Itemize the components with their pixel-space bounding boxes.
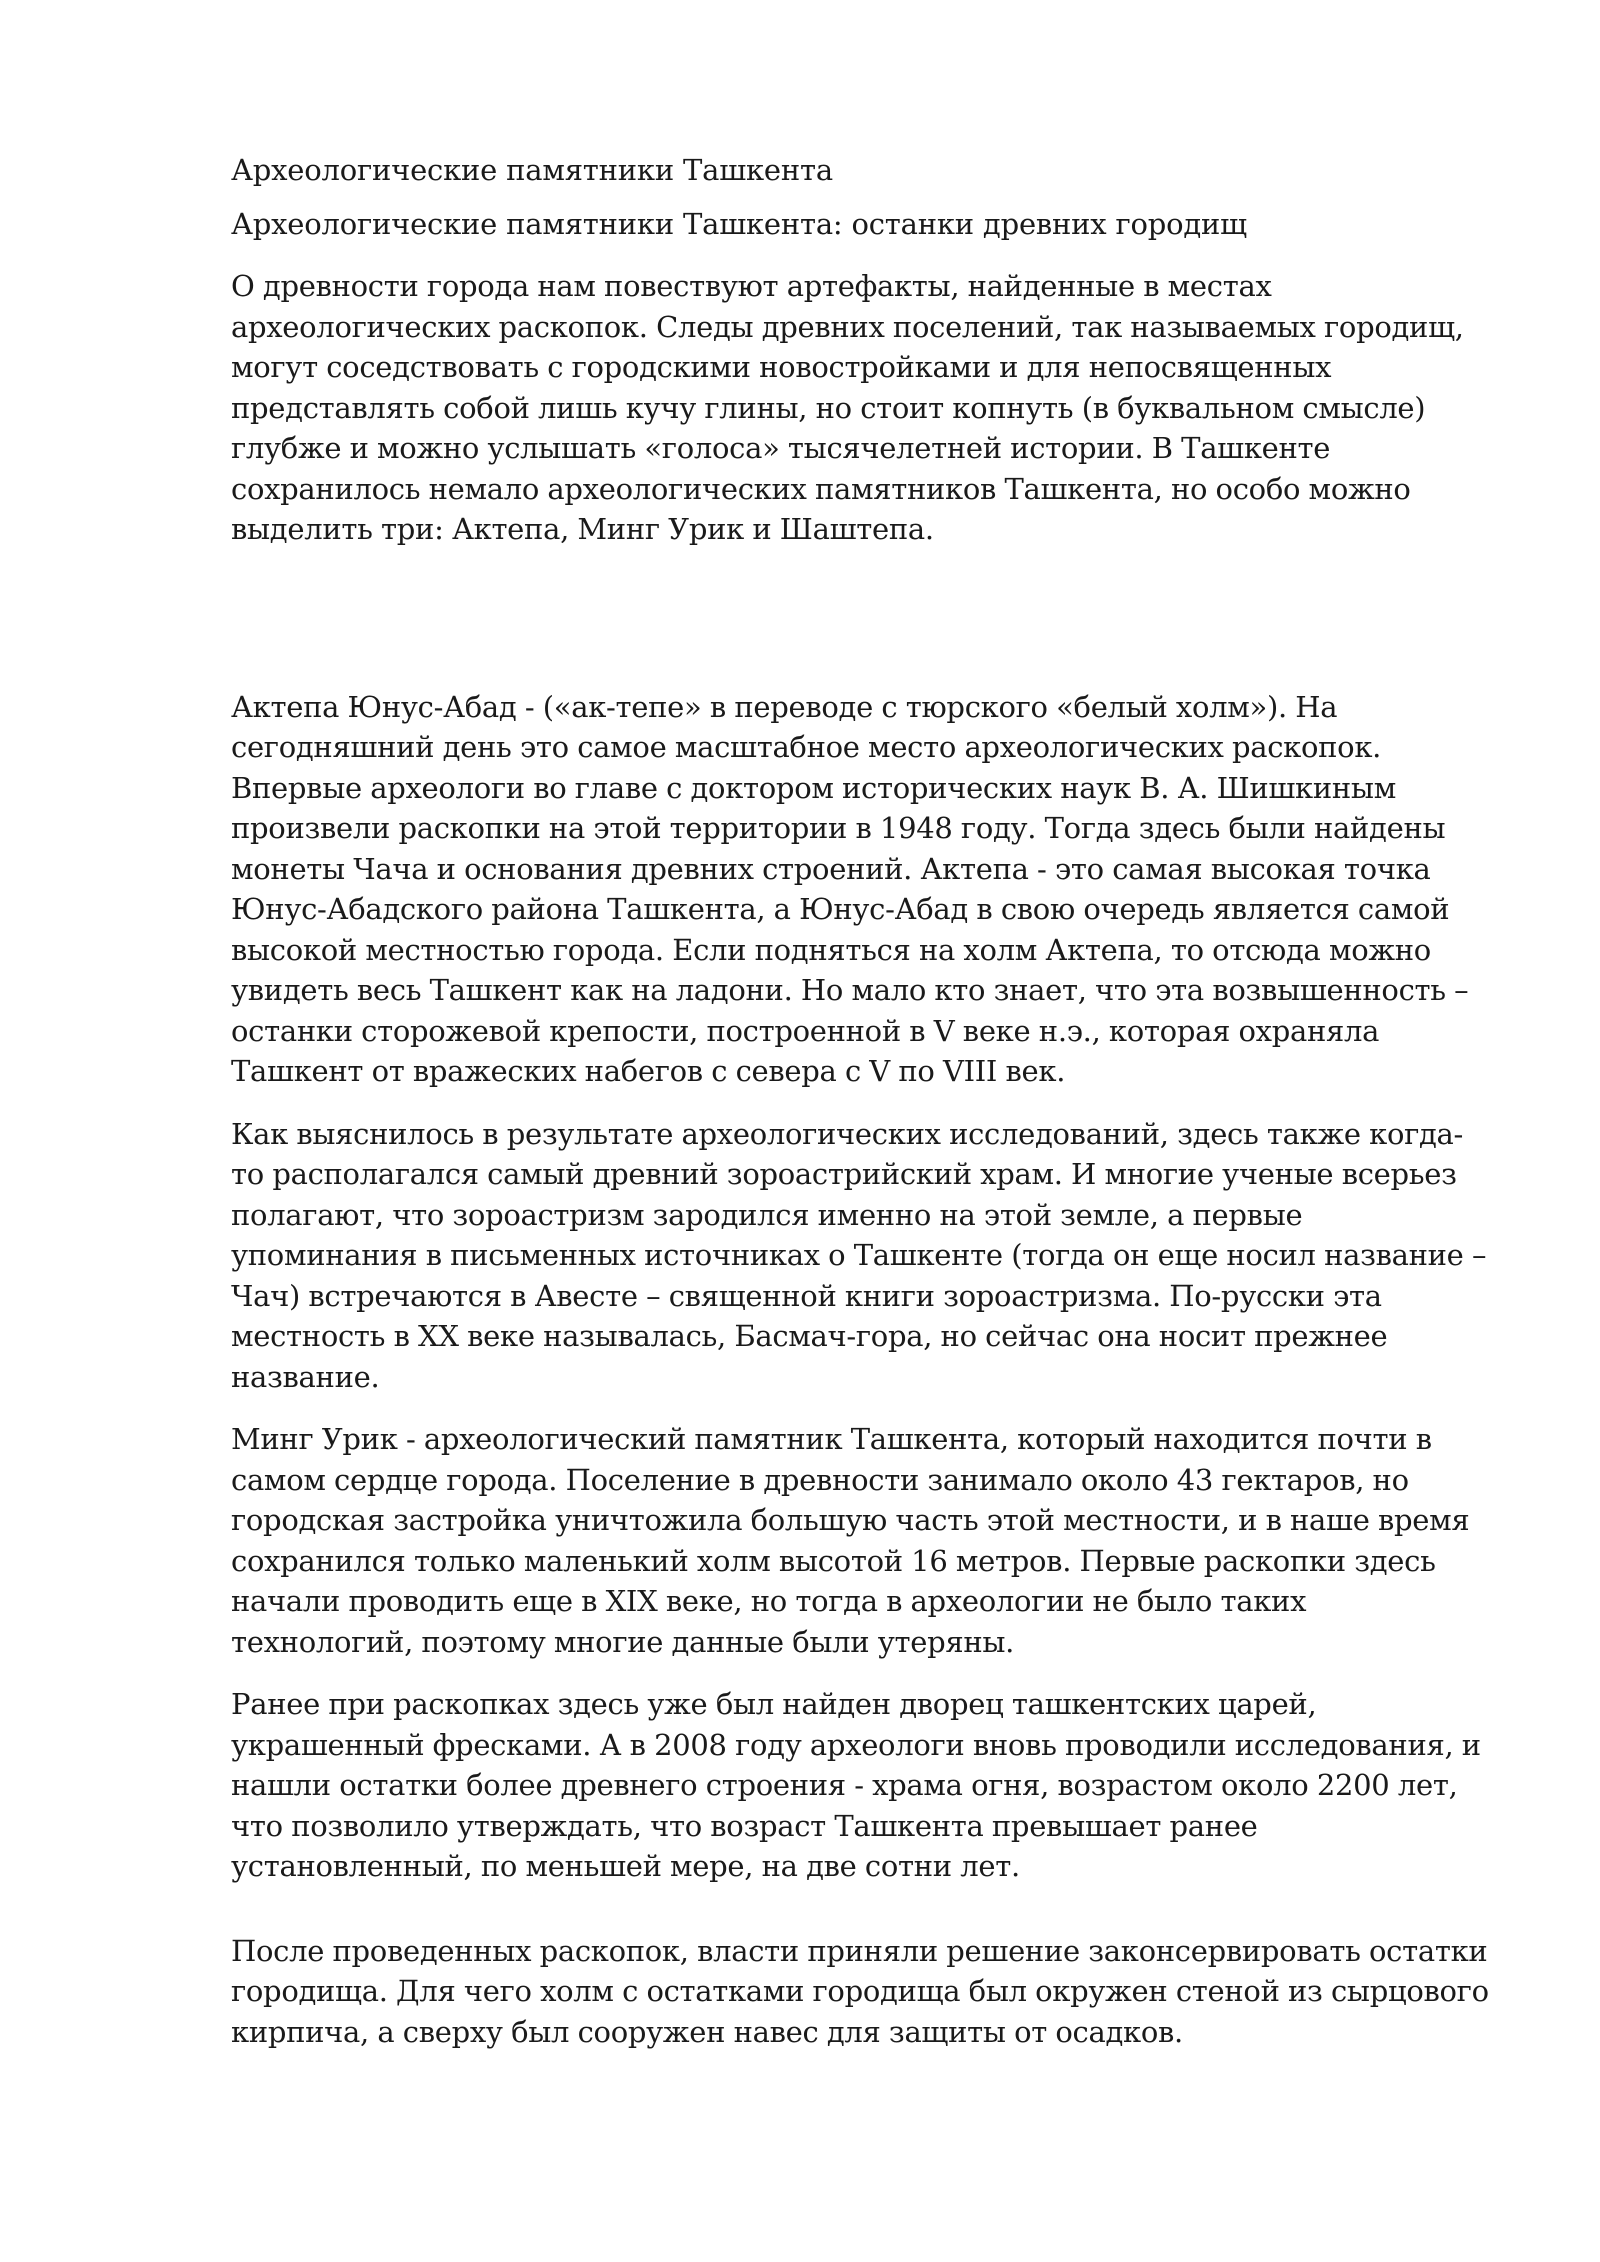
blank-space — [231, 1909, 1491, 1931]
paragraph-conservation: После проведенных раскопок, власти приняли решение законсервировать остатки городища. Для чего холм с остатками городища был окружен стеной из сырцового кирпича, а сверху был сооружен навес для защиты от осадков. — [231, 1933, 1489, 2049]
blank-space — [231, 572, 1491, 687]
paragraph-ming-urik: Минг Урик - археологический памятник Ташкента, который находится почти в самом сердце города. Поселение в древности занимало около 43 гектаров, но городская застройка уничтожила большую часть этой местности, и в наше время сохранился только маленький холм высотой 16 метров. Первые раскопки здесь начали проводить еще в XIX веке, но тогда в археологии не было таких технологий, поэтому многие данные были утеряны. — [231, 1422, 1470, 1659]
paragraph-zoroastrian-temple: Как выяснилось в результате археологических исследований, здесь также когда-то располагался самый древний зороастрийский храм. И многие ученые всерьез полагают, что зороастризм зародился именно на этой земле, а первые упоминания в письменных источниках о Ташкенте (тогда он еще носил название – Чач) встречаются в Авесте – священной книги зороастризма. По-русски эта местность в XX веке называлась, Басмач-гора, но сейчас она носит прежнее название. — [231, 1116, 1487, 1394]
paragraph-palace-findings: Ранее при раскопках здесь уже был найден дворец ташкентских царей, украшенный фресками. А в 2008 году археологи вновь проводили исследования, и нашли остатки более древнего строения - храма огня, возрастом около 2200 лет, что позволило утверждать, что возраст Ташкента превышает ранее установленный, по меньшей мере, на две сотни лет. — [231, 1687, 1481, 1883]
paragraph-aktepa: Актепа Юнус-Абад - («ак-тепе» в переводе с тюрского «белый холм»). На сегодняшний день это самое масштабное место археологических раскопок. Впервые археологи во главе с доктором исторических наук В. А. Шишкиным произвели раскопки на этой территории в 1948 году. Тогда здесь были найдены монеты Чача и основания древних строений. Актепа - это самая высокая точка Юнус-Абадского района Ташкента, а Юнус-Абад в свою очередь является самой высокой местностью города. Если подняться на холм Актепа, то отсюда можно увидеть весь Ташкент как на ладони. Но мало кто знает, что эта возвышенность – останки сторожевой крепости, построенной в V веке н.э., которая охраняла Ташкент от вражеских набегов с севера с V по VIII век. — [231, 689, 1469, 1088]
paragraph-intro: О древности города нам повествуют артефакты, найденные в местах археологических раскопок. Следы древних поселений, так называемых городищ, могут соседствовать с городскими новостройками и для непосвященных представлять собой лишь кучу глины, но стоит копнуть (в буквальном смысле) глубже и можно услышать «голоса» тысячелетней истории. В Ташкенте сохранилось немало археологических памятников Ташкента, но особо можно выделить три: Актепа, Минг Урик и Шаштепа. — [231, 269, 1464, 546]
document-subtitle: Археологические памятники Ташкента: останки древних городищ — [231, 207, 1247, 241]
document-title: Археологические памятники Ташкента — [231, 153, 833, 187]
document-page — [231, 150, 1491, 2074]
